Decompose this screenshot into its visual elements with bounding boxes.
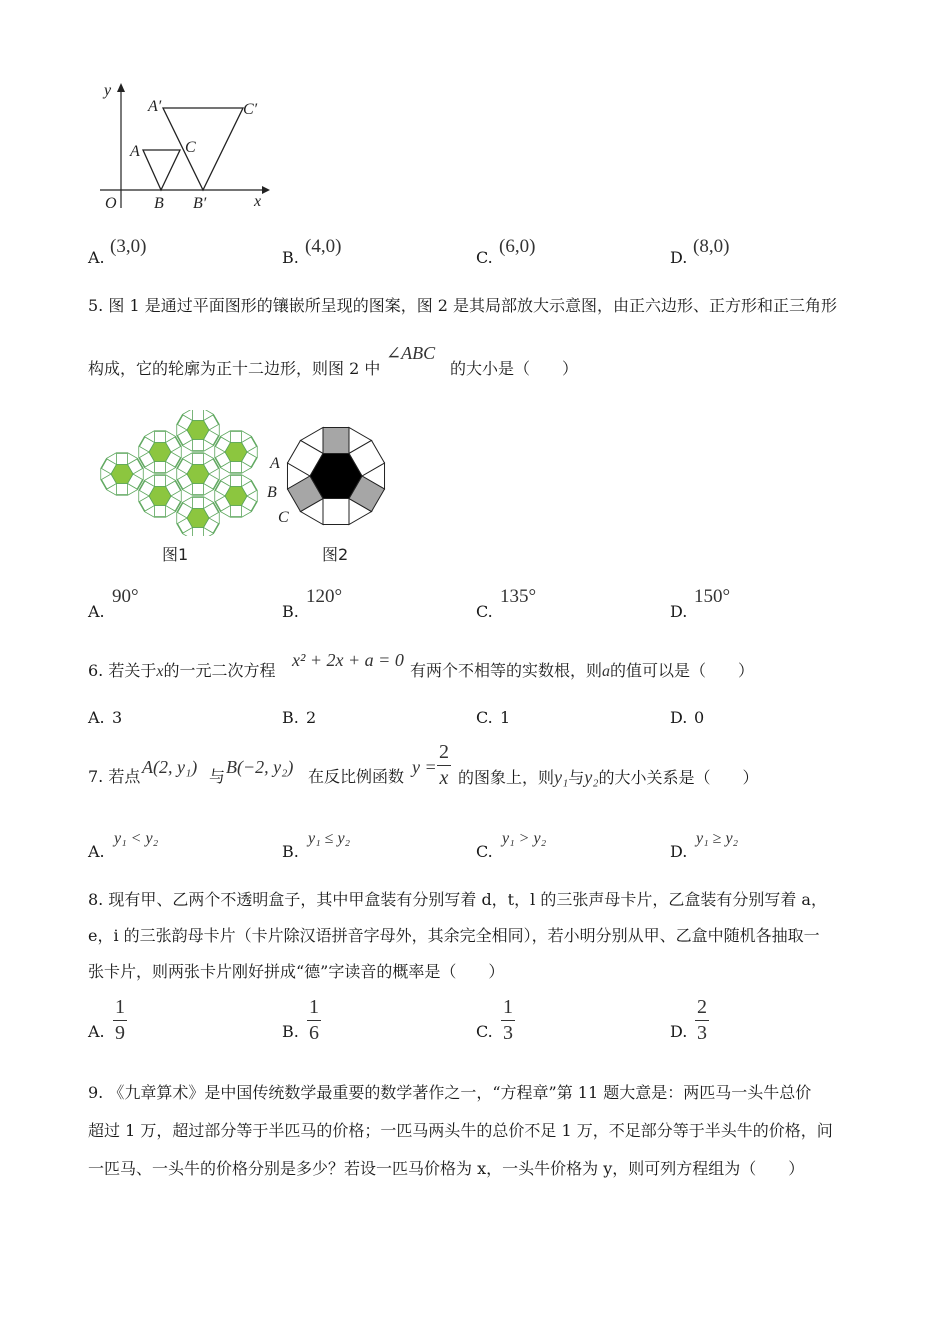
tess-square-3-4	[193, 410, 204, 420]
q5-option-c-value[interactable]: 135°	[500, 586, 537, 607]
q4-option-c-letter[interactable]: C.	[476, 248, 493, 267]
tess-square-4-1	[193, 484, 204, 495]
q8-option-c-fraction[interactable]: 1 3	[503, 996, 513, 1044]
q4-coordinate-figure	[90, 78, 280, 218]
q7-y2: y₂	[584, 767, 599, 787]
q7-func-num: 2	[439, 741, 449, 763]
q4-option-c-value[interactable]: (6,0)	[499, 236, 536, 257]
fig2-square-4	[323, 427, 349, 453]
q6-option-c-value[interactable]: 1	[500, 708, 511, 727]
q6-mid: 的一元二次方程	[163, 661, 276, 680]
axis-y-label: y	[104, 82, 112, 99]
q8-option-a-letter[interactable]: A.	[88, 1022, 105, 1041]
q6-option-d-value[interactable]: 0	[694, 708, 705, 727]
q6-option-b-letter[interactable]: B.	[282, 708, 299, 727]
point-c-label: C	[185, 139, 196, 156]
q5-option-c-letter[interactable]: C.	[476, 602, 493, 621]
q4-option-b-value[interactable]: (4,0)	[305, 236, 342, 257]
q4-option-a-letter[interactable]: A.	[88, 248, 105, 267]
tess-square-4-4	[193, 453, 204, 464]
q8-line3: 张卡片，则两张卡片刚好拼成“德”字读音的概率是（ ）	[88, 962, 505, 981]
tess-square-0-1	[117, 484, 128, 495]
q5-line2-pre: 构成，它的轮廓为正十二边形，则图 2 中	[88, 359, 381, 378]
q7-post	[458, 767, 759, 788]
tess-square-6-4	[231, 431, 242, 442]
q9-line2: 超过 1 万，超过部分等于半匹马的价格；一匹马两头牛的总价不足 1 万，不足部分等于半头牛的价格，问	[88, 1121, 833, 1140]
q6-post	[410, 661, 754, 682]
tess-square-2-4	[155, 475, 166, 486]
tess-square-7-4	[231, 475, 242, 486]
q6-option-d-letter[interactable]: D.	[670, 708, 688, 727]
q5-figure1-caption: 图1	[162, 545, 189, 564]
q7-mid: 在反比例函数	[308, 767, 405, 786]
tess-square-5-1	[193, 528, 204, 536]
tess-square-7-1	[231, 506, 242, 517]
q5-figure1-tessellation	[98, 410, 268, 536]
q7-pre: 7. 若点	[88, 767, 141, 786]
q7-point-b: B(−2, y₂)	[226, 757, 294, 777]
q7-option-c-value[interactable]: y₁ > y₂	[502, 830, 547, 847]
point-a-prime-label: A′	[148, 98, 162, 115]
q6-stem	[88, 661, 275, 682]
q5-option-a-value[interactable]: 90°	[112, 586, 139, 607]
origin-label: O	[105, 195, 117, 212]
fig2-label-c: C	[278, 509, 289, 526]
q7-option-a-letter[interactable]: A.	[88, 842, 105, 861]
axis-x-label: x	[254, 193, 262, 210]
q7-post1: 的图象上，则	[458, 768, 555, 787]
q6-option-a-value[interactable]: 3	[112, 708, 123, 727]
q5-option-b-letter[interactable]: B.	[282, 602, 299, 621]
q9-line3: 一匹马、一头牛的价格分别是多少？若设一匹马价格为 x，一头牛价格为 y，则可列方程组为（ ）	[88, 1159, 805, 1178]
q6-option-b-value[interactable]: 2	[306, 708, 317, 727]
tess-square-0-4	[117, 453, 128, 464]
q7-point-a: A(2, y₁)	[142, 757, 198, 777]
q5-angle-abc: ∠ABC	[386, 343, 436, 363]
q4-option-d-letter[interactable]: D.	[670, 248, 688, 267]
point-b-prime-label: B′	[193, 195, 207, 212]
fig2-label-a: A	[270, 455, 280, 472]
q6-pre: 6. 若关于	[88, 661, 157, 680]
point-a-label: A	[130, 143, 140, 160]
tess-square-5-4	[193, 497, 204, 508]
q4-option-a-value[interactable]: (3,0)	[110, 236, 147, 257]
tess-square-1-4	[155, 431, 166, 442]
tess-square-3-1	[193, 440, 204, 451]
q6-post1: 有两个不相等的实数根，则	[410, 661, 603, 680]
q6-var-x: x	[156, 663, 164, 680]
q8-option-d-fraction[interactable]: 2 3	[697, 996, 707, 1044]
q7-post2: 的大小关系是（ ）	[598, 768, 759, 787]
q7-and: 与	[209, 767, 226, 786]
q5-line2-post: 的大小是（ ）	[450, 359, 579, 378]
q8-option-a-fraction[interactable]: 1 9	[115, 996, 125, 1044]
q8-line1: 8. 现有甲、乙两个不透明盒子，其中甲盒装有分别写着 d，t，l 的三张声母卡片，乙盒装有分别写着 a，	[88, 890, 827, 909]
point-c-prime-label: C′	[243, 101, 258, 118]
q7-option-a-value[interactable]: y₁ < y₂	[114, 830, 159, 847]
q8-option-b-fraction[interactable]: 1 6	[309, 996, 319, 1044]
q6-option-a-letter[interactable]: A.	[88, 708, 105, 727]
point-b-label: B	[154, 195, 164, 212]
q7-option-b-value[interactable]: y₁ ≤ y₂	[308, 830, 351, 847]
q7-option-d-letter[interactable]: D.	[670, 842, 688, 861]
q7-func-fraction	[437, 741, 451, 790]
q4-option-b-letter[interactable]: B.	[282, 248, 299, 267]
q7-option-d-value[interactable]: y₁ ≥ y₂	[696, 830, 739, 847]
q6-var-a: a	[602, 663, 611, 680]
q6-post2: 的值可以是（ ）	[610, 661, 755, 680]
q5-option-d-letter[interactable]: D.	[670, 602, 688, 621]
tess-square-2-1	[155, 506, 166, 517]
q7-option-c-letter[interactable]: C.	[476, 842, 493, 861]
q7-option-b-letter[interactable]: B.	[282, 842, 299, 861]
tess-square-1-1	[155, 462, 166, 473]
q7-and2: 与	[568, 768, 585, 787]
q5-line1: 5. 图 1 是通过平面图形的镶嵌所呈现的图案，图 2 是其局部放大示意图，由正六边形、正方形和正三角形	[88, 296, 838, 315]
q9-line1: 9. 《九章算术》是中国传统数学最重要的数学著作之一，“方程章”第 11 题大意是：两匹马一头牛总价	[88, 1083, 812, 1102]
triangle-abc-prime	[163, 108, 243, 190]
q8-option-c-letter[interactable]: C.	[476, 1022, 493, 1041]
q8-option-b-letter[interactable]: B.	[282, 1022, 299, 1041]
q7-func-left: y =	[412, 757, 437, 777]
q5-option-a-letter[interactable]: A.	[88, 602, 105, 621]
q5-figure2-dodecagon	[264, 418, 404, 536]
q7-y1: y₁	[554, 767, 569, 787]
q6-equation: x² + 2x + a = 0	[292, 650, 404, 670]
q4-option-d-value[interactable]: (8,0)	[693, 236, 730, 257]
q6-option-c-letter[interactable]: C.	[476, 708, 493, 727]
q8-option-d-letter[interactable]: D.	[670, 1022, 688, 1041]
triangle-abc	[143, 150, 180, 190]
fig2-label-b: B	[267, 484, 277, 501]
q5-option-d-value[interactable]: 150°	[694, 586, 731, 607]
q5-figure2-caption: 图2	[322, 545, 349, 564]
q8-line2: e，i 的三张韵母卡片（卡片除汉语拼音字母外，其余完全相同），若小明分别从甲、乙盒中随机各抽取一	[88, 926, 820, 945]
q5-option-b-value[interactable]: 120°	[306, 586, 343, 607]
fig2-square-1	[323, 499, 349, 525]
q7-func-den: x	[439, 767, 449, 789]
tess-square-6-1	[231, 462, 242, 473]
